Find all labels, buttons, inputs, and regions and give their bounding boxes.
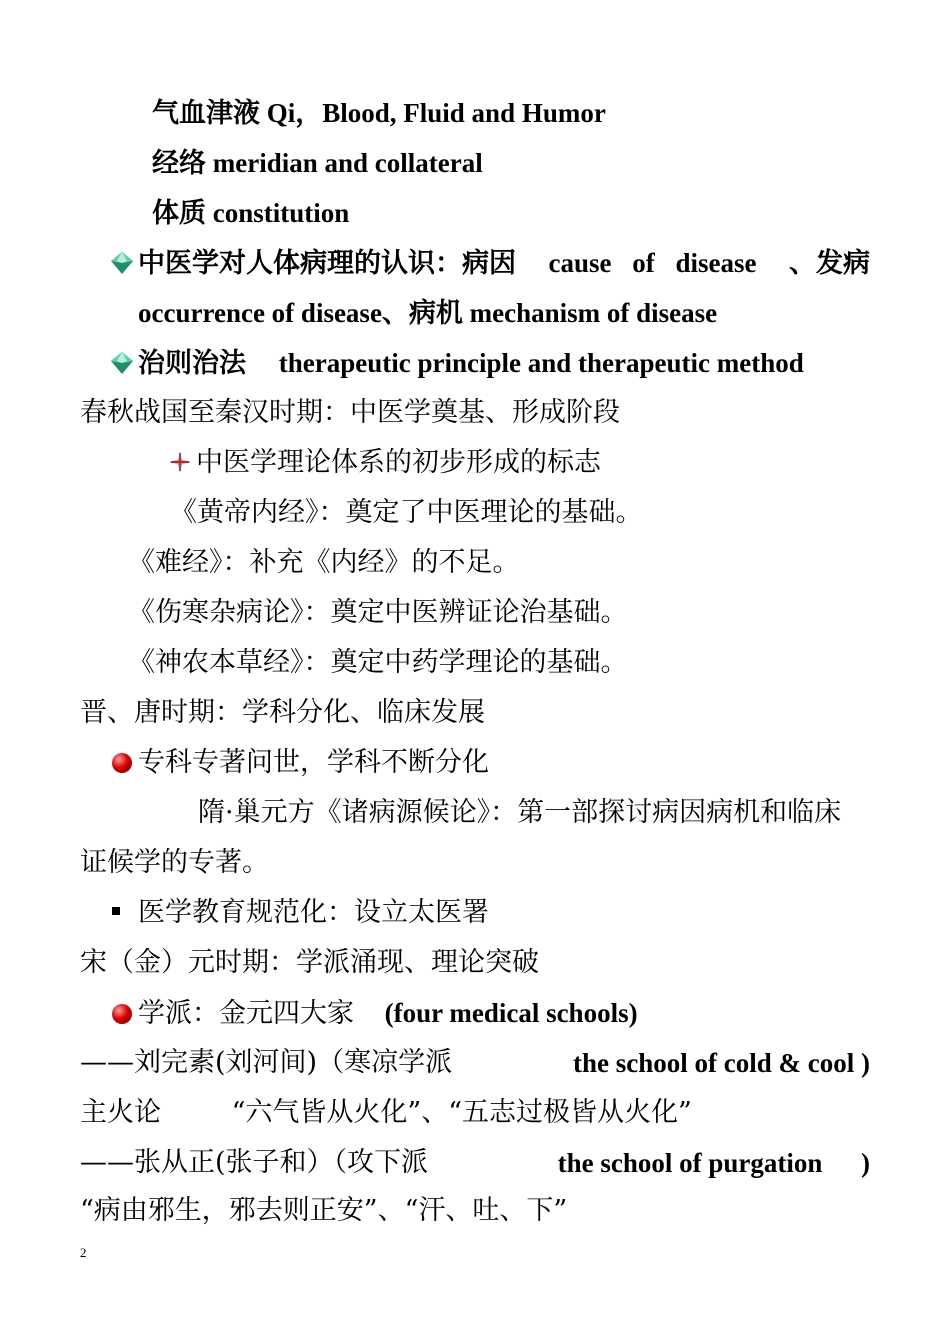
page-number: 2 [80,1245,87,1260]
text-constitution: 体质 constitution [152,198,350,228]
line-pathology [110,238,870,288]
line-constitution [152,188,950,238]
text-fire-theory: 主火论 [80,1097,161,1128]
red-ball-bullet-icon [112,1004,132,1024]
text-purgation-school: the school of purgation [557,1148,823,1178]
line-qi-blood [152,88,950,138]
line-jin-tang [80,688,950,738]
line-huangdi [170,488,950,538]
text-cause-of-disease: cause of disease [548,248,757,278]
red-ball-bullet-icon [112,753,132,773]
green-gem-bullet-icon [110,251,134,275]
line-syndrome [80,838,950,888]
text-schools-en: (four medical schools) [384,998,638,1028]
text-cold-cool-school: the school of cold & cool ) [573,1048,870,1078]
text-chao-yuanfang: 隋·巢元方《诸病源候论》：第一部探讨病因病机和临床 [198,797,842,828]
line-liu-wansu [80,1038,870,1088]
line-specialty [112,738,950,788]
text-occurrence: occurrence of disease、病机 mechanism of disease [138,298,718,328]
pathology-left [110,238,516,288]
square-bullet-icon [112,907,120,915]
text-qi-blood: 气血津液 Qi，Blood, Fluid and Humor [152,98,606,128]
line-occurrence [138,288,950,338]
text-fire-quote: “六气皆从火化”、“五志过极皆从火化” [231,1097,692,1128]
line-shanghan [128,588,950,638]
text-nanjing: 《难经》：补充《内经》的不足。 [128,547,520,578]
text-therapeutic-en: therapeutic principle and therapeutic method [278,348,804,378]
text-liu-wansu: ——刘完素(刘河间)（寒凉学派 [80,1047,453,1078]
line-spring-autumn [80,388,950,438]
text-close-paren: ) [861,1148,870,1178]
line-shennong [128,638,950,688]
text-shennong: 《神农本草经》：奠定中药学理论的基础。 [128,647,628,678]
line-meridian [152,138,950,188]
text-theory-sign: 中医学理论体系的初步形成的标志 [196,447,601,478]
line-education [112,888,950,938]
line-pathogen-quote [80,1186,950,1236]
text-pathology: 中医学对人体病理的认识：病因 [138,248,516,278]
text-spring-autumn: 春秋战国至秦汉时期：中医学奠基、形成阶段 [80,397,620,428]
text-specialty: 专科专著问世，学科不断分化 [138,747,489,778]
four-point-star-bullet-icon [168,450,192,474]
text-jin-tang: 晋、唐时期：学科分化、临床发展 [80,697,485,728]
purgation-group [558,1138,870,1188]
line-chao-yuanfang [198,788,950,838]
line-schools [112,988,950,1038]
line-fire-theory [80,1088,950,1138]
green-gem-bullet-icon [110,351,134,375]
text-therapeutic-cn: 治则治法 [138,348,246,378]
text-huangdi: 《黄帝内经》：奠定了中医理论的基础。 [170,497,643,528]
text-pathogen-quote: “病由邪生，邪去则正安”、“汗、吐、下” [80,1195,568,1226]
line-song-yuan [80,938,950,988]
text-schools-cn: 学派：金元四大家 [138,998,354,1029]
text-song-yuan: 宋（金）元时期：学派涌现、理论突破 [80,947,539,978]
text-zhang-congzheng: ——张从正(张子和）（攻下派 [80,1147,429,1178]
text-syndrome: 证候学的专著。 [80,847,269,878]
text-meridian: 经络 meridian and collateral [152,148,483,178]
line-theory-sign [168,438,950,488]
line-zhang-congzheng [80,1138,870,1188]
text-shanghan: 《伤寒杂病论》：奠定中医辨证论治基础。 [128,597,628,628]
text-onset: 、发病 [788,248,870,278]
text-education: 医学教育规范化：设立太医署 [138,897,489,928]
line-nanjing [128,538,950,588]
line-therapeutic [110,338,950,388]
